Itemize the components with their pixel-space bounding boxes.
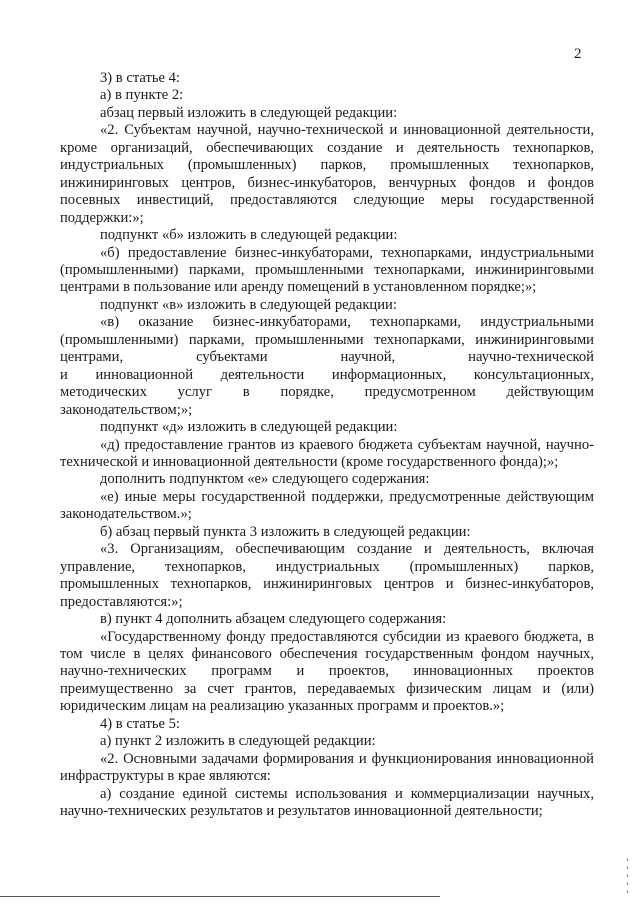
text-line: «2. Субъектам научной, научно-технической и инновационной деятельности,: [100, 122, 594, 139]
text-line: кроме организаций, обеспечивающих создание и деятельность технопарков,: [60, 139, 594, 156]
text-line: в) пункт 4 дополнить абзацем следующего содержания:: [100, 611, 447, 628]
text-line: законодательством;»;: [60, 401, 193, 418]
text-line: подпункт «д» изложить в следующей редакции:: [100, 419, 398, 436]
text-line: индустриальных (промышленных) парков, промышленных технопарков,: [60, 157, 594, 174]
text-line: 4) в статье 5:: [100, 715, 180, 732]
text-line: посевных инвестиций, предоставляются следующие меры государственной: [60, 192, 594, 209]
text-line: «3. Организациям, обеспечивающим создание и деятельность, включая: [100, 541, 594, 558]
text-line: «е) иные меры государственной поддержки, предусмотренные действующим: [100, 488, 594, 505]
text-line: преимущественно за счет грантов, передаваемых физическим лицам и (или): [60, 680, 594, 697]
text-line: промышленных технопарков, инжиниринговых центров и бизнес-инкубаторов,: [60, 576, 594, 593]
document-body: [60, 70, 594, 820]
text-line: а) в пункте 2:: [100, 87, 184, 104]
text-line: «2. Основными задачами формирования и функционирования инновационной: [100, 750, 594, 767]
text-line: предоставляются:»;: [60, 593, 183, 610]
text-line: «Государственному фонду предоставляются субсидии из краевого бюджета, в: [100, 628, 594, 645]
text-line: 3) в статье 4:: [100, 70, 180, 86]
text-line: б) абзац первый пункта 3 изложить в следующей редакции:: [100, 523, 471, 540]
text-line: подпункт «б» изложить в следующей редакции:: [100, 227, 398, 244]
text-line: «д) предоставление грантов из краевого бюджета субъектам научной, научно-: [100, 436, 594, 453]
text-line: а) создание единой системы использования и коммерциализации научных,: [100, 785, 594, 802]
text-line: «в) оказание бизнес-инкубаторами, технопарками, индустриальными: [100, 314, 594, 331]
text-line: инфраструктуры в крае являются:: [60, 768, 271, 785]
text-line: научно-технических программ и проектов, инновационных проектов: [60, 663, 594, 680]
text-line: юридическим лицам на реализацию указанных программ и проектов.»;: [60, 698, 505, 715]
text-line: технической и инновационной деятельности (кроме государственного фонда);»;: [60, 453, 559, 470]
text-line: том числе в целях финансового обеспечения государственным фондом научных,: [60, 645, 594, 662]
text-line: поддержки:»;: [60, 209, 144, 226]
text-line: а) пункт 2 изложить в следующей редакции:: [100, 733, 376, 750]
page-bottom-rule: [0, 896, 440, 897]
text-line: центрами в пользование или аренду помещений в установленном порядке;»;: [60, 279, 537, 296]
text-line: инжиниринговых центров, бизнес-инкубаторов, венчурных фондов и фондов: [60, 174, 594, 191]
text-line: и инновационной деятельности информационных, консультационных,: [60, 366, 594, 383]
text-line: абзац первый изложить в следующей редакции:: [100, 104, 398, 121]
text-line: (промышленными) парками, промышленными технопарками, инжиниринговыми: [60, 261, 594, 278]
page-number: 2: [574, 46, 582, 62]
text-line: законодательством.»;: [60, 506, 192, 523]
text-line: научно-технических результатов и результатов инновационной деятельности;: [60, 803, 543, 820]
text-line: управление, технопарков, индустриальных (промышленных) парков,: [60, 558, 594, 575]
text-line: «б) предоставление бизнес-инкубаторами, технопарками, индустриальными: [100, 244, 594, 261]
text-line: центрами, субъектами научной, научно-технической: [60, 349, 594, 366]
text-line: дополнить подпунктом «е» следующего содержания:: [100, 471, 430, 488]
text-line: (промышленными) парками, промышленными технопарками, инжиниринговыми: [60, 331, 594, 348]
scan-edge-mark: [627, 858, 628, 898]
text-line: подпункт «в» изложить в следующей редакции:: [100, 296, 397, 313]
text-line: методических услуг в порядке, предусмотренном действующим: [60, 384, 594, 401]
